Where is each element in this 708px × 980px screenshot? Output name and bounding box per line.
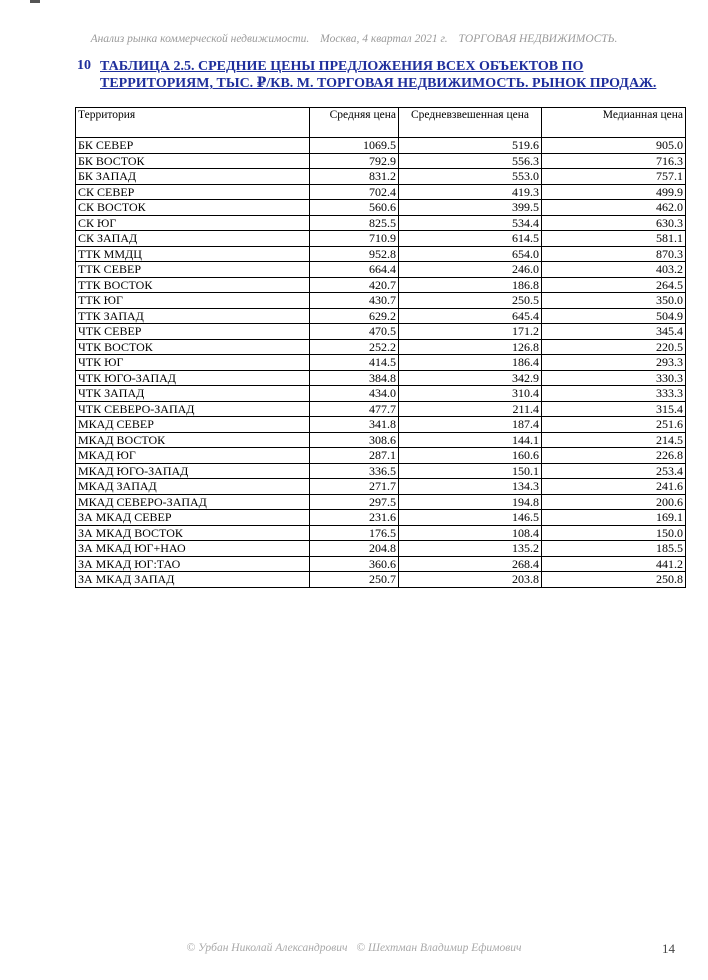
cell-territory: СК ЮГ <box>76 215 310 231</box>
cell-weighted-price: 419.3 <box>399 184 542 200</box>
cell-weighted-price: 135.2 <box>399 541 542 557</box>
cell-average-price: 430.7 <box>310 293 399 309</box>
cell-territory: ЧТК ЗАПАД <box>76 386 310 402</box>
cell-median-price: 441.2 <box>542 556 686 572</box>
cell-territory: БК СЕВЕР <box>76 138 310 154</box>
cell-median-price: 253.4 <box>542 463 686 479</box>
cell-average-price: 664.4 <box>310 262 399 278</box>
header-location-date: Москва, 4 квартал 2021 г. <box>320 33 448 45</box>
cell-average-price: 252.2 <box>310 339 399 355</box>
cell-median-price: 150.0 <box>542 525 686 541</box>
cell-average-price: 825.5 <box>310 215 399 231</box>
cell-territory: ТТК ВОСТОК <box>76 277 310 293</box>
table-row <box>76 448 686 464</box>
cell-territory: МКАД СЕВЕРО-ЗАПАД <box>76 494 310 510</box>
cell-weighted-price: 134.3 <box>399 479 542 495</box>
cell-average-price: 287.1 <box>310 448 399 464</box>
table-row <box>76 463 686 479</box>
table-row <box>76 386 686 402</box>
cell-average-price: 434.0 <box>310 386 399 402</box>
column-header-average-price: Средняя цена <box>310 108 399 138</box>
cell-weighted-price: 250.5 <box>399 293 542 309</box>
cell-territory: МКАД СЕВЕР <box>76 417 310 433</box>
cell-weighted-price: 654.0 <box>399 246 542 262</box>
cell-average-price: 384.8 <box>310 370 399 386</box>
cell-average-price: 297.5 <box>310 494 399 510</box>
cell-average-price: 1069.5 <box>310 138 399 154</box>
table-row <box>76 200 686 216</box>
table-row <box>76 215 686 231</box>
table-title <box>77 58 687 92</box>
table-row <box>76 153 686 169</box>
cell-median-price: 251.6 <box>542 417 686 433</box>
cell-weighted-price: 645.4 <box>399 308 542 324</box>
cell-territory: ЗА МКАД ЮГ:ТАО <box>76 556 310 572</box>
cell-median-price: 264.5 <box>542 277 686 293</box>
cell-territory: ЧТК ЮГ <box>76 355 310 371</box>
prices-table <box>75 107 686 588</box>
table-row <box>76 355 686 371</box>
cell-weighted-price: 150.1 <box>399 463 542 479</box>
cell-median-price: 220.5 <box>542 339 686 355</box>
cell-average-price: 710.9 <box>310 231 399 247</box>
cell-average-price: 560.6 <box>310 200 399 216</box>
table-row <box>76 308 686 324</box>
cell-average-price: 477.7 <box>310 401 399 417</box>
cell-average-price: 702.4 <box>310 184 399 200</box>
cell-average-price: 470.5 <box>310 324 399 340</box>
cell-weighted-price: 194.8 <box>399 494 542 510</box>
cell-weighted-price: 310.4 <box>399 386 542 402</box>
cell-weighted-price: 534.4 <box>399 215 542 231</box>
title-number: 10 <box>77 58 91 73</box>
cell-average-price: 271.7 <box>310 479 399 495</box>
cell-median-price: 214.5 <box>542 432 686 448</box>
header-segment: ТОРГОВАЯ НЕДВИЖИМОСТЬ. <box>458 33 618 45</box>
cell-territory: ТТК СЕВЕР <box>76 262 310 278</box>
corner-mark <box>30 0 40 3</box>
cell-weighted-price: 246.0 <box>399 262 542 278</box>
cell-territory: МКАД ЗАПАД <box>76 479 310 495</box>
cell-median-price: 241.6 <box>542 479 686 495</box>
cell-average-price: 176.5 <box>310 525 399 541</box>
cell-median-price: 716.3 <box>542 153 686 169</box>
cell-territory: СК ЗАПАД <box>76 231 310 247</box>
running-header <box>0 33 708 45</box>
cell-median-price: 581.1 <box>542 231 686 247</box>
table-header-row <box>76 108 686 138</box>
cell-average-price: 308.6 <box>310 432 399 448</box>
cell-median-price: 504.9 <box>542 308 686 324</box>
table-row <box>76 339 686 355</box>
cell-weighted-price: 160.6 <box>399 448 542 464</box>
column-header-territory: Территория <box>76 108 310 138</box>
header-subject: Анализ рынка коммерческой недвижимости. <box>90 33 310 45</box>
cell-weighted-price: 146.5 <box>399 510 542 526</box>
cell-territory: ТТК ЗАПАД <box>76 308 310 324</box>
table-row <box>76 525 686 541</box>
cell-median-price: 315.4 <box>542 401 686 417</box>
cell-average-price: 420.7 <box>310 277 399 293</box>
cell-weighted-price: 342.9 <box>399 370 542 386</box>
cell-median-price: 330.3 <box>542 370 686 386</box>
table-row <box>76 324 686 340</box>
table-row <box>76 370 686 386</box>
cell-median-price: 333.3 <box>542 386 686 402</box>
cell-territory: МКАД ЮГО-ЗАПАД <box>76 463 310 479</box>
footer-author-2: © Шехтман Владимир Ефимович <box>356 942 522 954</box>
cell-weighted-price: 108.4 <box>399 525 542 541</box>
table-row <box>76 494 686 510</box>
cell-median-price: 226.8 <box>542 448 686 464</box>
table-row <box>76 262 686 278</box>
table-row <box>76 572 686 588</box>
cell-weighted-price: 187.4 <box>399 417 542 433</box>
table-row <box>76 432 686 448</box>
cell-weighted-price: 519.6 <box>399 138 542 154</box>
table-row <box>76 479 686 495</box>
table-row <box>76 138 686 154</box>
title-text: ТАБЛИЦА 2.5. СРЕДНИЕ ЦЕНЫ ПРЕДЛОЖЕНИЯ ВСЕХ ОБЪЕКТОВ ПО ТЕРРИТОРИЯМ, ТЫС. ₽/КВ. М. ТОРГОВАЯ НЕДВИЖИМОСТЬ. РЫНОК ПРОДАЖ. <box>100 59 657 91</box>
column-header-weighted-price-label: Средневзвешенная цена <box>411 109 529 121</box>
cell-territory: ЧТК СЕВЕРО-ЗАПАД <box>76 401 310 417</box>
page-number: 14 <box>662 941 675 956</box>
cell-median-price: 630.3 <box>542 215 686 231</box>
table-row <box>76 231 686 247</box>
cell-median-price: 757.1 <box>542 169 686 185</box>
cell-weighted-price: 211.4 <box>399 401 542 417</box>
cell-median-price: 200.6 <box>542 494 686 510</box>
cell-median-price: 350.0 <box>542 293 686 309</box>
cell-average-price: 792.9 <box>310 153 399 169</box>
cell-average-price: 629.2 <box>310 308 399 324</box>
cell-territory: МКАД ВОСТОК <box>76 432 310 448</box>
cell-median-price: 169.1 <box>542 510 686 526</box>
cell-territory: МКАД ЮГ <box>76 448 310 464</box>
cell-median-price: 185.5 <box>542 541 686 557</box>
cell-average-price: 360.6 <box>310 556 399 572</box>
cell-average-price: 204.8 <box>310 541 399 557</box>
column-header-weighted-price <box>399 108 542 138</box>
cell-median-price: 499.9 <box>542 184 686 200</box>
cell-weighted-price: 171.2 <box>399 324 542 340</box>
cell-territory: ЗА МКАД СЕВЕР <box>76 510 310 526</box>
cell-territory: ЧТК СЕВЕР <box>76 324 310 340</box>
cell-median-price: 250.8 <box>542 572 686 588</box>
cell-average-price: 250.7 <box>310 572 399 588</box>
cell-territory: ЧТК ВОСТОК <box>76 339 310 355</box>
table-row <box>76 541 686 557</box>
table-row <box>76 401 686 417</box>
cell-average-price: 414.5 <box>310 355 399 371</box>
cell-average-price: 952.8 <box>310 246 399 262</box>
cell-territory: БК ВОСТОК <box>76 153 310 169</box>
footer-author-1: © Урбан Николай Александрович <box>186 942 348 954</box>
table-row <box>76 417 686 433</box>
cell-weighted-price: 268.4 <box>399 556 542 572</box>
table-row <box>76 169 686 185</box>
table-body <box>76 138 686 588</box>
table-row <box>76 184 686 200</box>
cell-territory: ТТК ММДЦ <box>76 246 310 262</box>
cell-weighted-price: 144.1 <box>399 432 542 448</box>
cell-weighted-price: 553.0 <box>399 169 542 185</box>
cell-territory: ЗА МКАД ЗАПАД <box>76 572 310 588</box>
cell-median-price: 462.0 <box>542 200 686 216</box>
cell-average-price: 341.8 <box>310 417 399 433</box>
table-row <box>76 293 686 309</box>
cell-median-price: 403.2 <box>542 262 686 278</box>
cell-weighted-price: 186.8 <box>399 277 542 293</box>
table-row <box>76 510 686 526</box>
cell-average-price: 336.5 <box>310 463 399 479</box>
cell-weighted-price: 126.8 <box>399 339 542 355</box>
cell-territory: ТТК ЮГ <box>76 293 310 309</box>
table-row <box>76 277 686 293</box>
cell-weighted-price: 186.4 <box>399 355 542 371</box>
cell-territory: ЗА МКАД ЮГ+НАО <box>76 541 310 557</box>
cell-median-price: 905.0 <box>542 138 686 154</box>
cell-average-price: 231.6 <box>310 510 399 526</box>
column-header-median-price: Медианная цена <box>542 108 686 138</box>
footer-copyright <box>0 942 708 954</box>
cell-median-price: 345.4 <box>542 324 686 340</box>
cell-territory: СК СЕВЕР <box>76 184 310 200</box>
cell-weighted-price: 203.8 <box>399 572 542 588</box>
table-row <box>76 556 686 572</box>
table-row <box>76 246 686 262</box>
cell-average-price: 831.2 <box>310 169 399 185</box>
cell-median-price: 293.3 <box>542 355 686 371</box>
cell-territory: БК ЗАПАД <box>76 169 310 185</box>
cell-median-price: 870.3 <box>542 246 686 262</box>
cell-weighted-price: 614.5 <box>399 231 542 247</box>
cell-weighted-price: 556.3 <box>399 153 542 169</box>
cell-territory: СК ВОСТОК <box>76 200 310 216</box>
cell-weighted-price: 399.5 <box>399 200 542 216</box>
cell-territory: ЧТК ЮГО-ЗАПАД <box>76 370 310 386</box>
cell-territory: ЗА МКАД ВОСТОК <box>76 525 310 541</box>
